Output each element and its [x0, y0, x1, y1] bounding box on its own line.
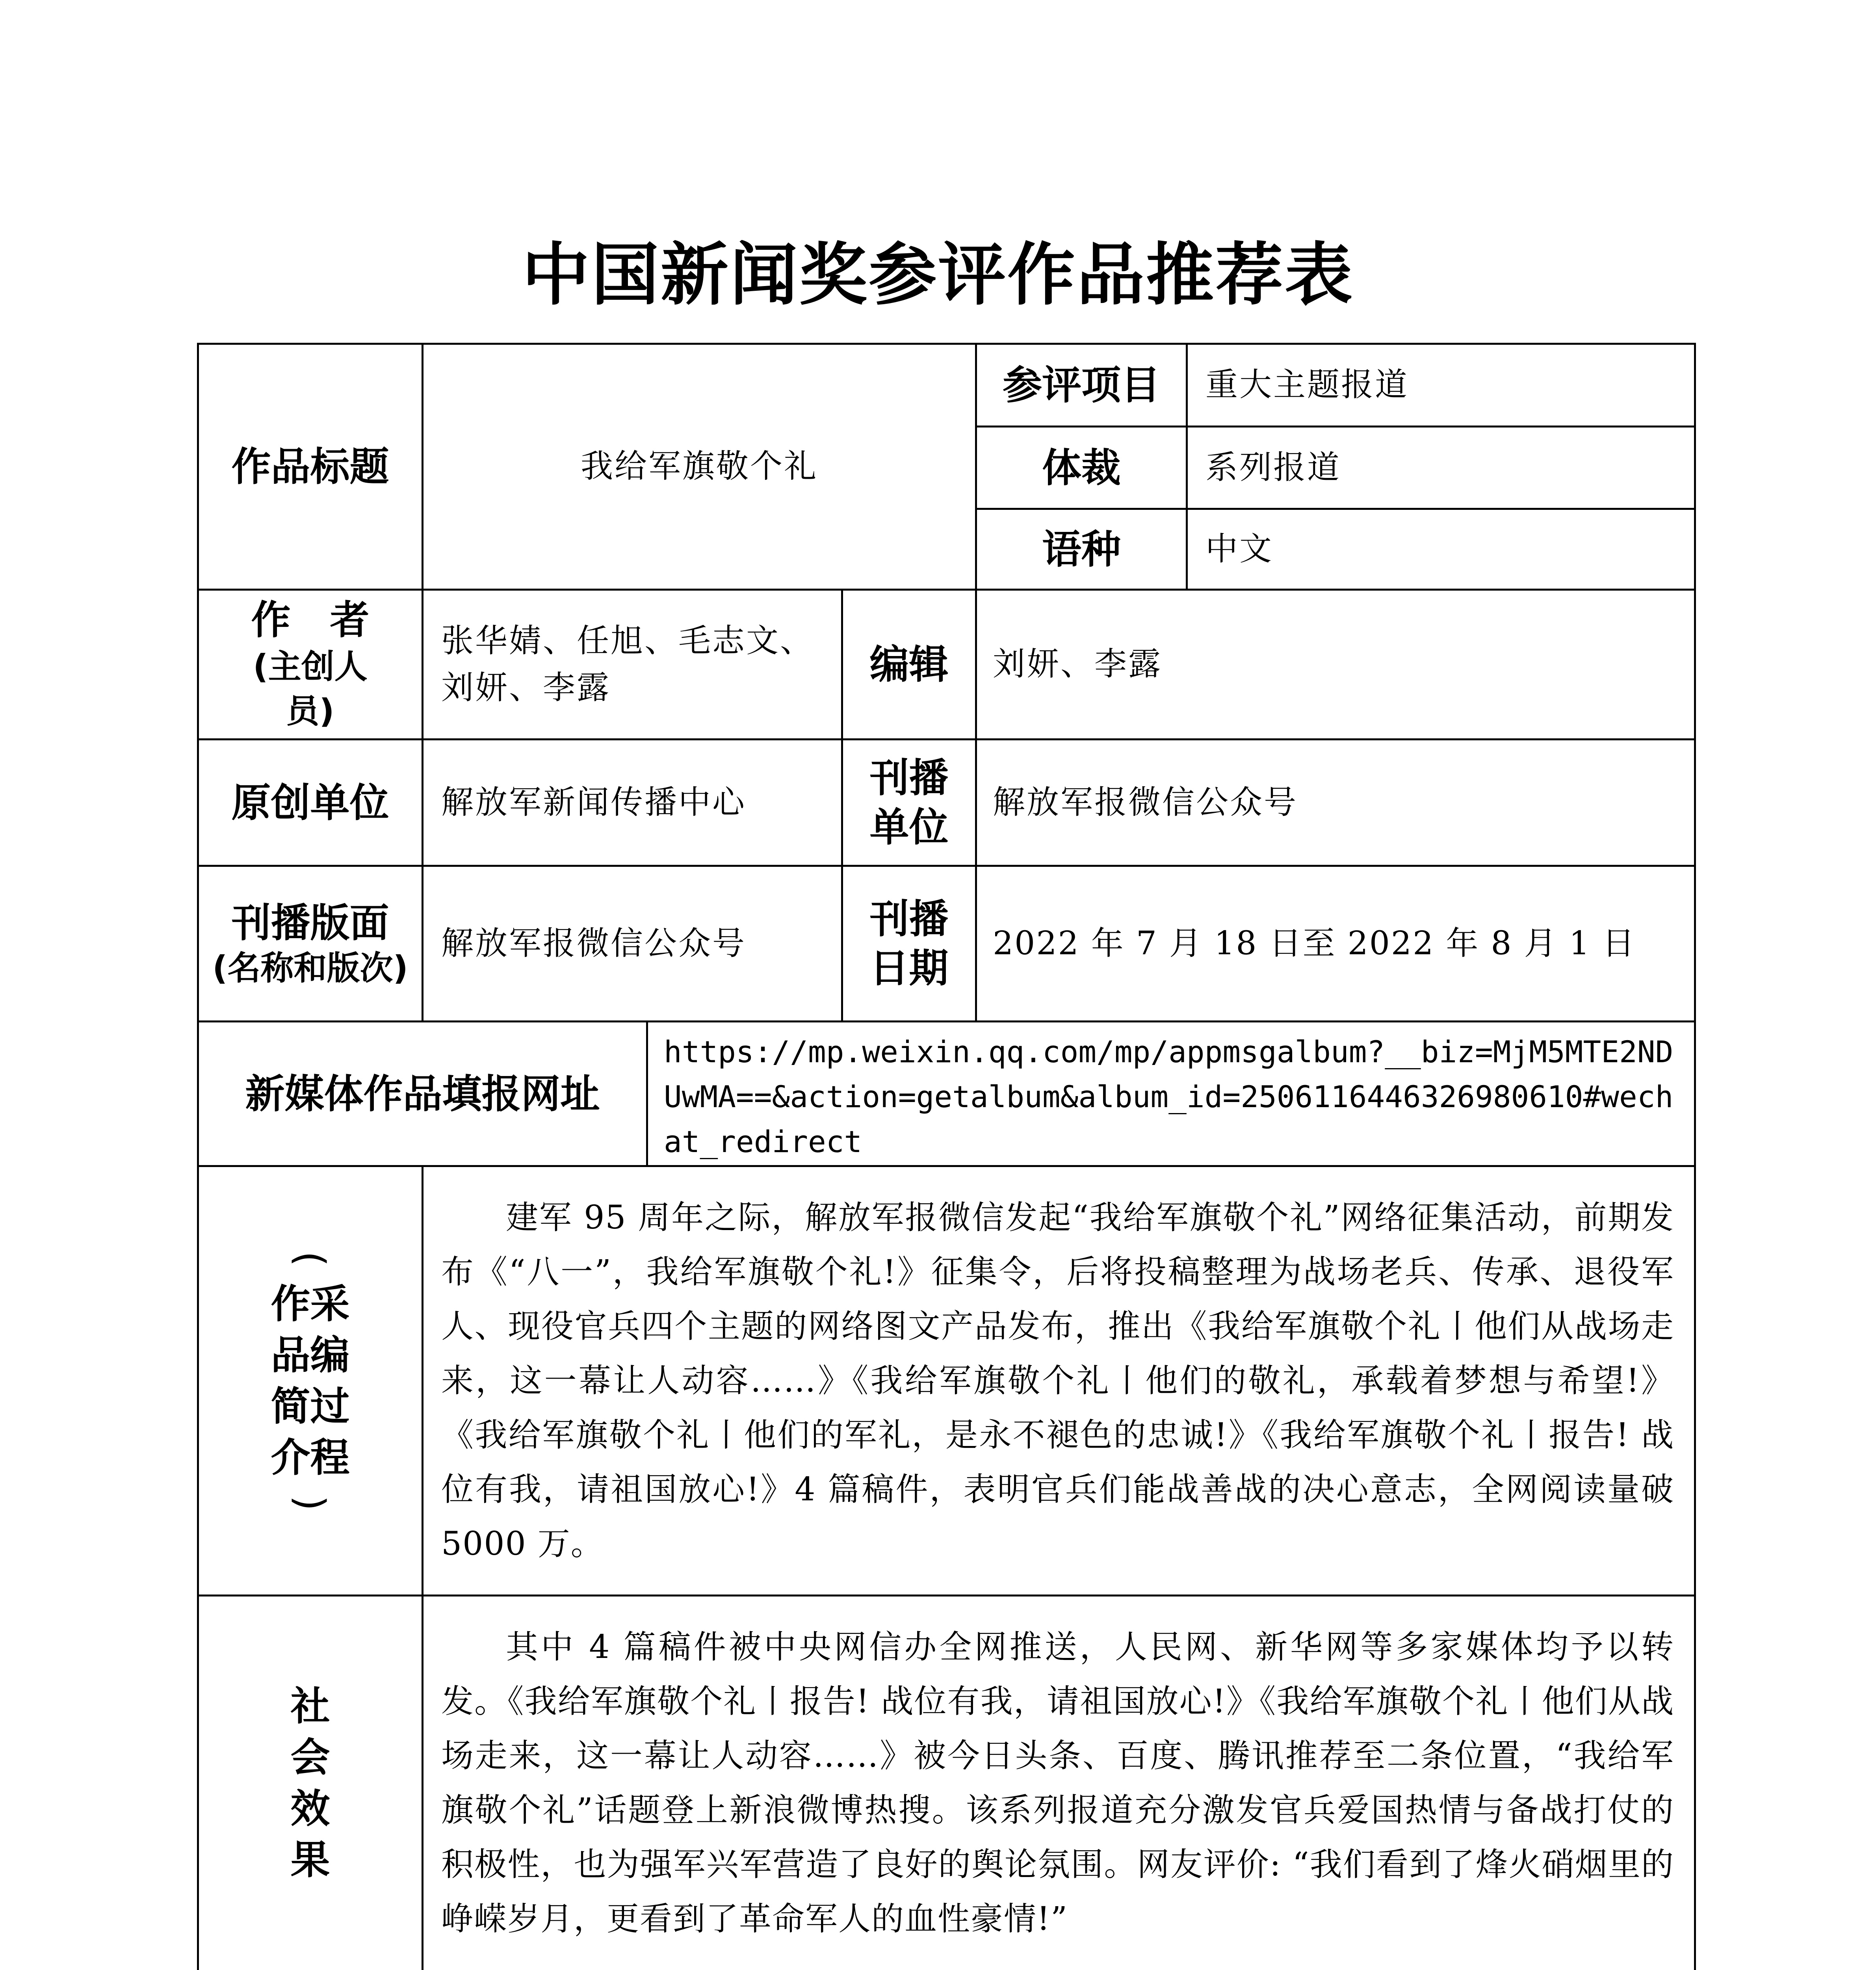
- publish-date-value: 2022 年 7 月 18 日至 2022 年 8 月 1 日: [975, 865, 1696, 1022]
- process-label: [197, 1165, 423, 1596]
- author-label-main: 作 者: [251, 597, 370, 643]
- effect-label-char: 效: [290, 1786, 330, 1832]
- process-label-char: 编: [310, 1332, 350, 1378]
- publish-date-label-line1: 刊播: [869, 896, 949, 942]
- genre-label: 体裁: [975, 426, 1188, 510]
- publish-page-label-main: 刊播版面: [231, 900, 389, 946]
- effect-paragraph: 其中 4 篇稿件被中央网信办全网推送，人民网、新华网等多家媒体均予以转发。《我给军旗敬个礼丨报告! 战位有我，请祖国放心!》《我给军旗敬个礼丨他们从战场走来，这一幕让人动容……》被今日头条、百度、腾讯推荐至二条位置，“我给军旗敬个礼”话题登上新浪微博热搜。该系列报道充分激发官兵爱国热情与备战打仗的积极性，也为强军兴军营造了良好的舆论氛围。网友评价: “我们看到了烽火硝烟里的峥嵘岁月，更看到了革命军人的血性豪情!”: [441, 1628, 1674, 1938]
- effect-label: [197, 1595, 423, 1970]
- language-value: 中文: [1186, 508, 1696, 591]
- category-label: 参评项目: [975, 343, 1188, 427]
- authors-value: 张华婧、任旭、毛志文、刘妍、李露: [422, 589, 843, 740]
- editors-value: 刘妍、李露: [975, 589, 1696, 740]
- page-title: 中国新闻奖参评作品推荐表: [522, 234, 1354, 314]
- language-label: 语种: [975, 508, 1188, 591]
- origin-unit-value: 解放军新闻传播中心: [422, 738, 843, 867]
- author-label: [197, 589, 423, 740]
- process-paren-close: ): [287, 1495, 334, 1511]
- process-paragraph: 建军 95 周年之际，解放军报微信发起“我给军旗敬个礼”网络征集活动，前期发布《“八一”，我给军旗敬个礼!》征集令，后将投稿整理为战场老兵、传承、退役军人、现役官兵四个主题的网络图文产品发布，推出《我给军旗敬个礼丨他们从战场走来，这一幕让人动容……》《我给军旗敬个礼丨他们的敬礼，承载着梦想与希望!》《我给军旗敬个礼丨他们的军礼，是永不褪色的忠诚!》《我给军旗敬个礼丨报告! 战位有我，请祖国放心!》4 篇稿件，表明官兵们能战善战的决心意志，全网阅读量破 5000 万。: [441, 1199, 1674, 1563]
- publish-date-label: [841, 865, 977, 1022]
- process-paren-open: (: [287, 1251, 334, 1267]
- category-value: 重大主题报道: [1186, 343, 1696, 427]
- publish-page-label-sub: (名称和版次): [212, 949, 408, 987]
- process-label-char: 采: [310, 1280, 350, 1327]
- process-label-col-right: [310, 1279, 350, 1483]
- process-label-char: 简: [271, 1383, 310, 1429]
- effect-label-char: 社: [290, 1683, 330, 1729]
- process-label-char: 过: [310, 1383, 350, 1429]
- new-media-url-label: 新媒体作品填报网址: [197, 1020, 648, 1167]
- publish-unit-value: 解放军报微信公众号: [975, 738, 1696, 867]
- publish-page-value: 解放军报微信公众号: [422, 865, 843, 1022]
- author-label-sub: (主创人员): [253, 647, 368, 730]
- publish-unit-label-line2: 单位: [869, 804, 949, 850]
- process-label-char: 程: [310, 1434, 350, 1481]
- new-media-url-value[interactable]: https://mp.weixin.qq.com/mp/appmsgalbum?__biz=MjM5MTE2NDUwMA==&action=getalbum&album_id=2506116446326980610#wechat_redirect: [646, 1020, 1696, 1167]
- process-label-char: 品: [271, 1332, 310, 1378]
- publish-page-label: [197, 865, 423, 1022]
- effect-text: [422, 1595, 1696, 1970]
- process-label-col-left: [271, 1279, 310, 1483]
- publish-unit-label-line1: 刊播: [869, 755, 949, 801]
- process-label-char: 介: [271, 1434, 310, 1481]
- work-title-label: 作品标题: [197, 343, 423, 591]
- effect-label-char: 会: [290, 1734, 330, 1780]
- process-label-char: 作: [271, 1280, 310, 1327]
- process-label-columns: [271, 1279, 350, 1483]
- genre-value: 系列报道: [1186, 426, 1696, 510]
- publish-unit-label: [841, 738, 977, 867]
- editor-label: 编辑: [841, 589, 977, 740]
- publish-date-label-line2: 日期: [869, 945, 949, 991]
- work-title-value: 我给军旗敬个礼: [422, 343, 977, 591]
- process-text: [422, 1165, 1696, 1596]
- effect-label-char: 果: [290, 1837, 330, 1883]
- origin-unit-label: 原创单位: [197, 738, 423, 867]
